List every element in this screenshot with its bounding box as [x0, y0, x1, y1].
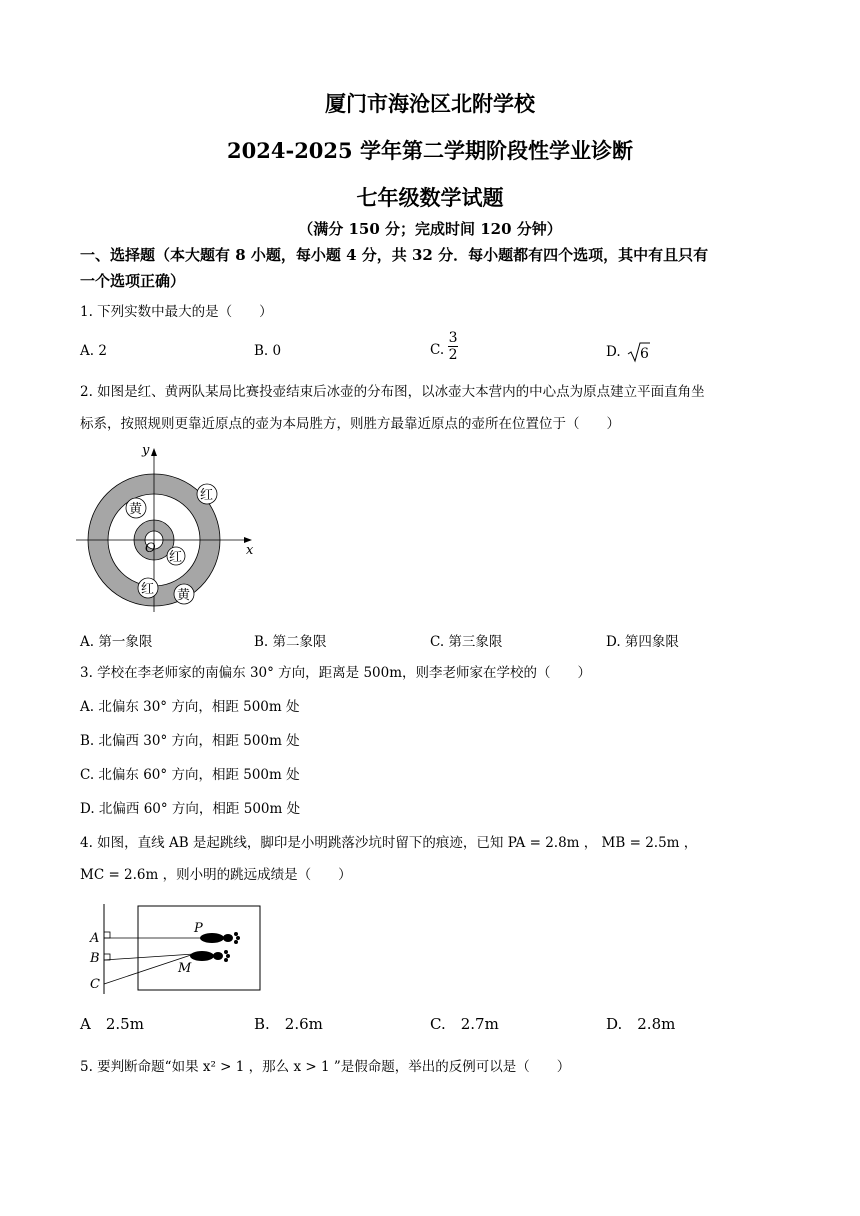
right-angle-a [104, 932, 110, 938]
term-title: 2024-2025 学年第二学期阶段性学业诊断 [227, 138, 633, 163]
curling-figure [76, 440, 266, 612]
exam-title: 七年级数学试题 [356, 185, 504, 210]
section-heading [80, 242, 800, 294]
long-jump-figure [86, 902, 266, 996]
q1-option-b: B. 0 [254, 343, 282, 359]
right-angle-b [104, 954, 110, 960]
x-axis-label: x [246, 543, 254, 558]
origin-label: O [145, 541, 156, 556]
question-2-stem [80, 382, 800, 434]
question-4-stem [80, 833, 800, 885]
section-heading-line2: 一个选项正确） [80, 272, 186, 290]
label-a: A [90, 931, 100, 946]
q2-option-d: D. 第四象限 [606, 634, 679, 650]
stone-red-3 [138, 578, 158, 598]
q1-fraction [448, 330, 458, 363]
question-5-stem: 5. 要判断命题“如果 x² > 1 ，那么 x > 1 ”是假命题，举出的反例可以是（ ） [80, 1059, 571, 1075]
q1-option-c-label: C. [430, 341, 445, 358]
label-p: P [194, 921, 203, 936]
q3-option-d: D. 北偏西 60° 方向，相距 500m 处 [80, 801, 301, 817]
question-1-stem: 1. 下列实数中最大的是（ ） [80, 304, 273, 320]
q4-option-c: C. 2.7m [430, 1015, 499, 1033]
footprint-icon [190, 950, 230, 962]
footprint-icon [200, 932, 240, 944]
label-c: C [90, 977, 100, 992]
question-2-line1: 2. 如图是红、黄两队某局比赛投壶结束后冰壶的分布图，以冰壶大本营内的中心点为原点建立平面直角坐 [80, 384, 705, 400]
stone-red-2 [167, 547, 185, 565]
segment-mb [104, 954, 194, 960]
q4-option-b: B. 2.6m [254, 1015, 323, 1033]
y-arrow-icon [151, 448, 157, 456]
q1-option-c [430, 330, 458, 363]
stone-label: 黄 [177, 588, 191, 603]
stone-label: 红 [141, 582, 155, 597]
stone-label: 红 [169, 550, 183, 565]
q1-option-d [606, 341, 651, 363]
q2-option-a: A. 第一象限 [80, 634, 153, 650]
q2-option-c: C. 第三象限 [430, 634, 503, 650]
label-b: B [90, 951, 100, 966]
q1-fraction-num: 3 [448, 330, 458, 346]
question-3-stem: 3. 学校在李老师家的南偏东 30° 方向，距离是 500m，则李老师家在学校的（ ） [80, 665, 592, 681]
q4-option-d: D. 2.8m [606, 1015, 676, 1033]
sandpit [138, 906, 260, 990]
stone-yellow-2 [174, 584, 194, 604]
label-m: M [178, 961, 192, 976]
question-2-line2: 标系，按照规则更靠近原点的壶为本局胜方，则胜方最靠近原点的壶所在位置位于（ ） [80, 416, 620, 432]
stone-yellow-1 [126, 498, 146, 518]
q1-option-d-label: D. [606, 344, 621, 360]
q4-option-a: A 2.5m [80, 1015, 144, 1033]
question-4-line1: 4. 如图，直线 AB 是起跳线，脚印是小明跳落沙坑时留下的痕迹，已知 PA = 2.8m ， MB = 2.5m ， [80, 835, 698, 851]
stone-label: 黄 [129, 502, 143, 517]
q1-option-a: A. 2 [80, 343, 107, 359]
q3-option-a: A. 北偏东 30° 方向，相距 500m 处 [80, 699, 300, 715]
stone-label: 红 [200, 488, 214, 503]
question-4-line2: MC = 2.6m ，则小明的跳远成绩是（ ） [80, 867, 352, 883]
q1-fraction-den: 2 [448, 347, 458, 363]
sqrt-icon [627, 341, 651, 363]
section-heading-line1: 一、选择题（本大题有 8 小题，每小题 4 分，共 32 分．每小题都有四个选项，其中有且只有 [80, 246, 709, 264]
stone-red-1 [197, 484, 217, 504]
school-name: 厦门市海沧区北附学校 [325, 91, 535, 116]
q3-option-c: C. 北偏东 60° 方向，相距 500m 处 [80, 767, 300, 783]
exam-note: （满分 150 分；完成时间 120 分钟） [298, 220, 562, 238]
y-axis-label: y [142, 443, 150, 458]
q3-option-b: B. 北偏西 30° 方向，相距 500m 处 [80, 733, 300, 749]
q2-option-b: B. 第二象限 [254, 634, 327, 650]
q1-radicand: 6 [639, 346, 649, 362]
